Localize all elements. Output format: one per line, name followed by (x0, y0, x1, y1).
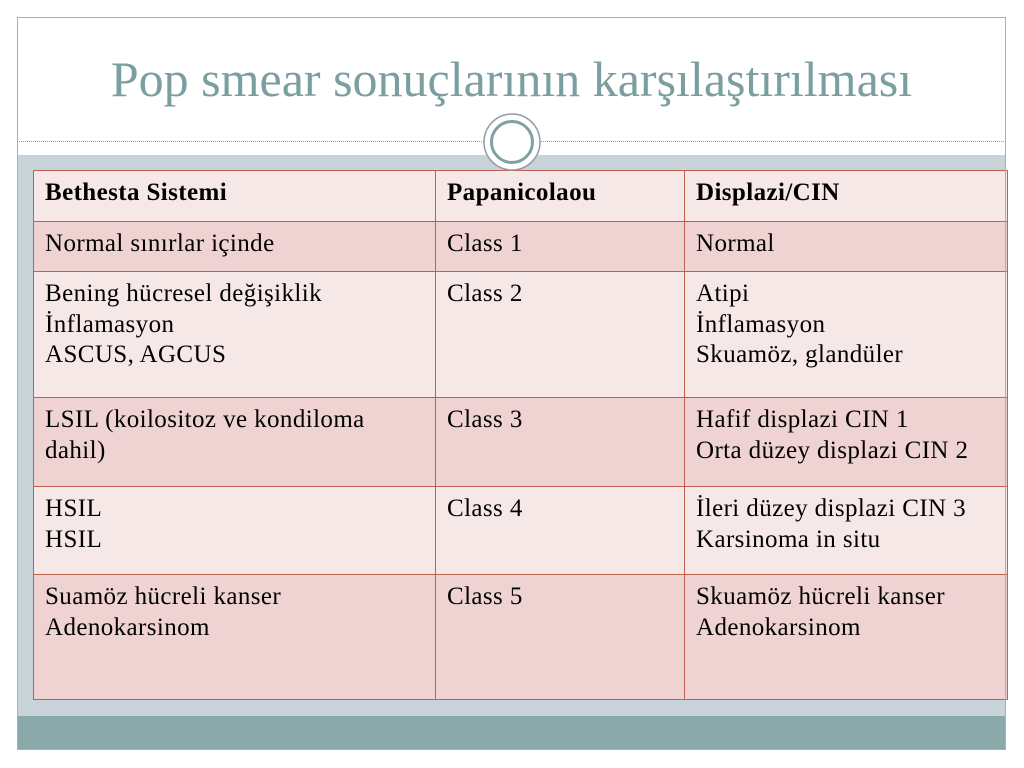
table-row (34, 487, 1008, 575)
cell-displazi-cin (685, 487, 1008, 575)
cell-displazi-cin (685, 398, 1008, 487)
cell-line: Class 4 (447, 495, 523, 522)
cell-line: Adenokarsinom (696, 613, 861, 641)
cell-papanicolaou (436, 487, 685, 575)
header-label: Papanicolaou (447, 179, 597, 206)
cell-line: Class 1 (447, 230, 523, 257)
footer-strip (17, 716, 1006, 750)
ornament-inner-ring (492, 122, 533, 163)
comparison-table (33, 170, 1008, 700)
table-row (34, 272, 1008, 398)
cell-papanicolaou (436, 222, 685, 272)
cell-line: Atipi (696, 280, 750, 307)
cell-line: Normal sınırlar içinde (45, 230, 275, 257)
cell-bethesda (34, 487, 436, 575)
cell-line: Class 5 (447, 583, 523, 610)
table-header-row (34, 171, 1008, 222)
circle-ornament-icon (482, 112, 542, 172)
table-row (34, 398, 1008, 487)
cell-papanicolaou (436, 398, 685, 487)
cell-line: Orta düzey displazi CIN 2 (696, 436, 969, 464)
slide-title: Pop smear sonuçlarının karşılaştırılması (110, 51, 913, 107)
header-label: Bethesta Sistemi (45, 179, 228, 206)
cell-line: HSIL (45, 525, 103, 553)
cell-line: İnflamasyon (45, 310, 175, 338)
header-papanicolaou (436, 171, 685, 222)
cell-line: Bening hücresel değişiklik (45, 280, 323, 307)
cell-line: İleri düzey displazi CIN 3 (696, 495, 967, 522)
cell-line: Skuamöz, glandüler (696, 341, 904, 368)
cell-displazi-cin (685, 272, 1008, 398)
header-displazi-cin (685, 171, 1008, 222)
cell-line: İnflamasyon (696, 310, 826, 338)
cell-papanicolaou (436, 272, 685, 398)
cell-line: Adenokarsinom (45, 613, 210, 641)
header-bethesda (34, 171, 436, 222)
header-label: Displazi/CIN (696, 179, 840, 206)
cell-line: Normal (696, 230, 775, 257)
cell-bethesda (34, 272, 436, 398)
cell-line: Suamöz hücreli kanser (45, 583, 282, 610)
table-row (34, 575, 1008, 700)
cell-line: Hafif displazi CIN 1 (696, 406, 909, 433)
cell-bethesda (34, 222, 436, 272)
cell-line: Class 2 (447, 280, 523, 307)
cell-bethesda (34, 398, 436, 487)
cell-line: LSIL (koilositoz ve kondiloma dahil) (45, 406, 365, 464)
cell-line: Class 3 (447, 406, 523, 433)
cell-displazi-cin (685, 575, 1008, 700)
table-row (34, 222, 1008, 272)
cell-line: Skuamöz hücreli kanser (696, 583, 945, 610)
cell-line: ASCUS, AGCUS (45, 341, 227, 368)
cell-papanicolaou (436, 575, 685, 700)
cell-line: HSIL (45, 495, 103, 522)
cell-displazi-cin (685, 222, 1008, 272)
cell-line: Karsinoma in situ (696, 525, 881, 553)
cell-bethesda (34, 575, 436, 700)
